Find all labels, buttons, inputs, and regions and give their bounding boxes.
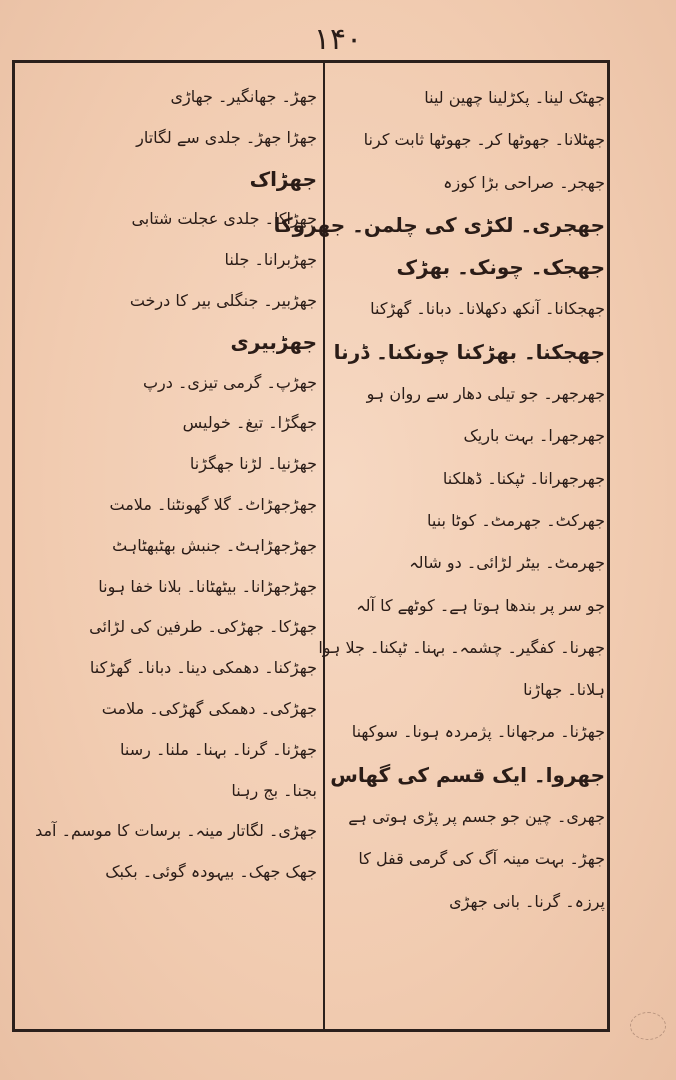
dictionary-entry: جھجکنا۔ بھڑکنا چونکنا۔ ڈرنا <box>333 339 605 364</box>
dictionary-entry: جھڑاکا۔ جلدی عجلت شتابی <box>131 209 317 229</box>
library-stamp-mark <box>630 1012 666 1040</box>
dictionary-entry: جھجر۔ صراحی بڑا کوزہ <box>443 172 605 192</box>
dictionary-entry: جھجکانا۔ آنکھ دکھلانا۔ دبانا۔ گھڑکنا <box>370 299 605 319</box>
dictionary-entry: جھڑنیا۔ لڑنا جھگڑنا <box>189 454 317 474</box>
dictionary-entry: جھرجھرا۔ بہت باریک <box>463 426 605 446</box>
dictionary-entry: جھڑبیری <box>230 329 317 354</box>
dictionary-entry: جھڑجھڑانا۔ بیٹھٹانا۔ بلانا خفا ہونا <box>98 576 317 596</box>
dictionary-entry: جھجک۔ چونک۔ بھڑک <box>396 255 605 280</box>
dictionary-entry: جھرکٹ۔ جھرمٹ۔ کوٹا بنیا <box>427 510 605 530</box>
dictionary-entry: جھڑجھڑاہٹ۔ جنبش بھٹبھٹاہٹ <box>112 535 317 555</box>
dictionary-entry: جھرجھرانا۔ ٹپکنا۔ ڈھلکنا <box>442 468 605 488</box>
dictionary-entry: جو سر پر بندھا ہوتا ہے۔ کوٹھے کا آلہ <box>356 595 605 615</box>
dictionary-entry: جھگڑا۔ تیغ۔ خولیس <box>182 413 317 433</box>
dictionary-entry: پرزہ۔ گرنا۔ بانی جھڑی <box>449 891 605 911</box>
dictionary-entry: جھڑبیر۔ جنگلی بیر کا درخت <box>129 290 317 310</box>
text-frame <box>12 60 610 1032</box>
dictionary-entry: جھک جھک۔ بیہودہ گوئی۔ بکبک <box>105 862 317 882</box>
dictionary-entry: جھرنا۔ کفگیر۔ چشمہ۔ بہنا۔ ٹپکنا۔ جلا ہوا <box>318 637 605 657</box>
dictionary-entry: جھرمٹ۔ بیٹر لڑائی۔ دو شالہ <box>409 553 605 573</box>
dictionary-entry: جھٹک لینا۔ پکڑلینا چھین لینا <box>424 88 605 107</box>
dictionary-entry: جھڑکا۔ جھڑکی۔ طرفین کی لڑائی <box>89 617 317 637</box>
dictionary-entry: جھٹلانا۔ جھوٹھا کر۔ جھوٹھا ثابت کرنا <box>363 130 605 150</box>
left-column <box>23 77 317 893</box>
dictionary-entry: جھڑنا۔ مرجھانا۔ پژمردہ ہونا۔ سوکھنا <box>351 722 605 742</box>
dictionary-entry: جھڑکنا۔ دھمکی دینا۔ دبانا۔ گھڑکنا <box>89 658 317 678</box>
dictionary-entry: ہلانا۔ جھاڑنا <box>523 680 605 700</box>
dictionary-entry: جھجری۔ لکڑی کی چلمن۔ جھروکا <box>273 212 605 237</box>
dictionary-entry: جھڑی۔ لگاتار مینہ۔ برسات کا موسم۔ آمد <box>35 821 317 841</box>
page-number: ۱۴۰ <box>313 22 363 57</box>
dictionary-entry: جھروا۔ ایک قسم کی گھاس <box>330 762 605 787</box>
dictionary-entry: جھری۔ چین جو جسم پر پڑی ہوتی ہے <box>348 807 605 827</box>
dictionary-entry: جھرجھر۔ جو تیلی دھار سے روان ہو <box>366 384 605 404</box>
dictionary-entry: جھڑپ۔ گرمی تیزی۔ درپ <box>142 372 317 392</box>
dictionary-entry: جھڑا جھڑ۔ جلدی سے لگاتار <box>136 127 317 147</box>
dictionary-entry: جھڑکی۔ دھمکی گھڑکی۔ ملامت <box>101 698 317 718</box>
dictionary-entry: جھڑجھڑاٹ۔ گلا گھونٹنا۔ ملامت <box>109 494 317 514</box>
dictionary-entry: جھڑنا۔ گرنا۔ بہنا۔ ملنا۔ رسنا <box>120 739 317 759</box>
dictionary-entry: جھڑ۔ جھانگیر۔ جھاڑی <box>170 87 317 106</box>
dictionary-entry: بجنا۔ بج رہنا <box>231 780 317 800</box>
dictionary-entry: جھڑ۔ بہت مینہ آگ کی گرمی قفل کا <box>358 849 605 869</box>
dictionary-entry: جھڑاک <box>249 166 317 191</box>
dictionary-entry: جھڑبرانا۔ جلنا <box>224 250 317 270</box>
